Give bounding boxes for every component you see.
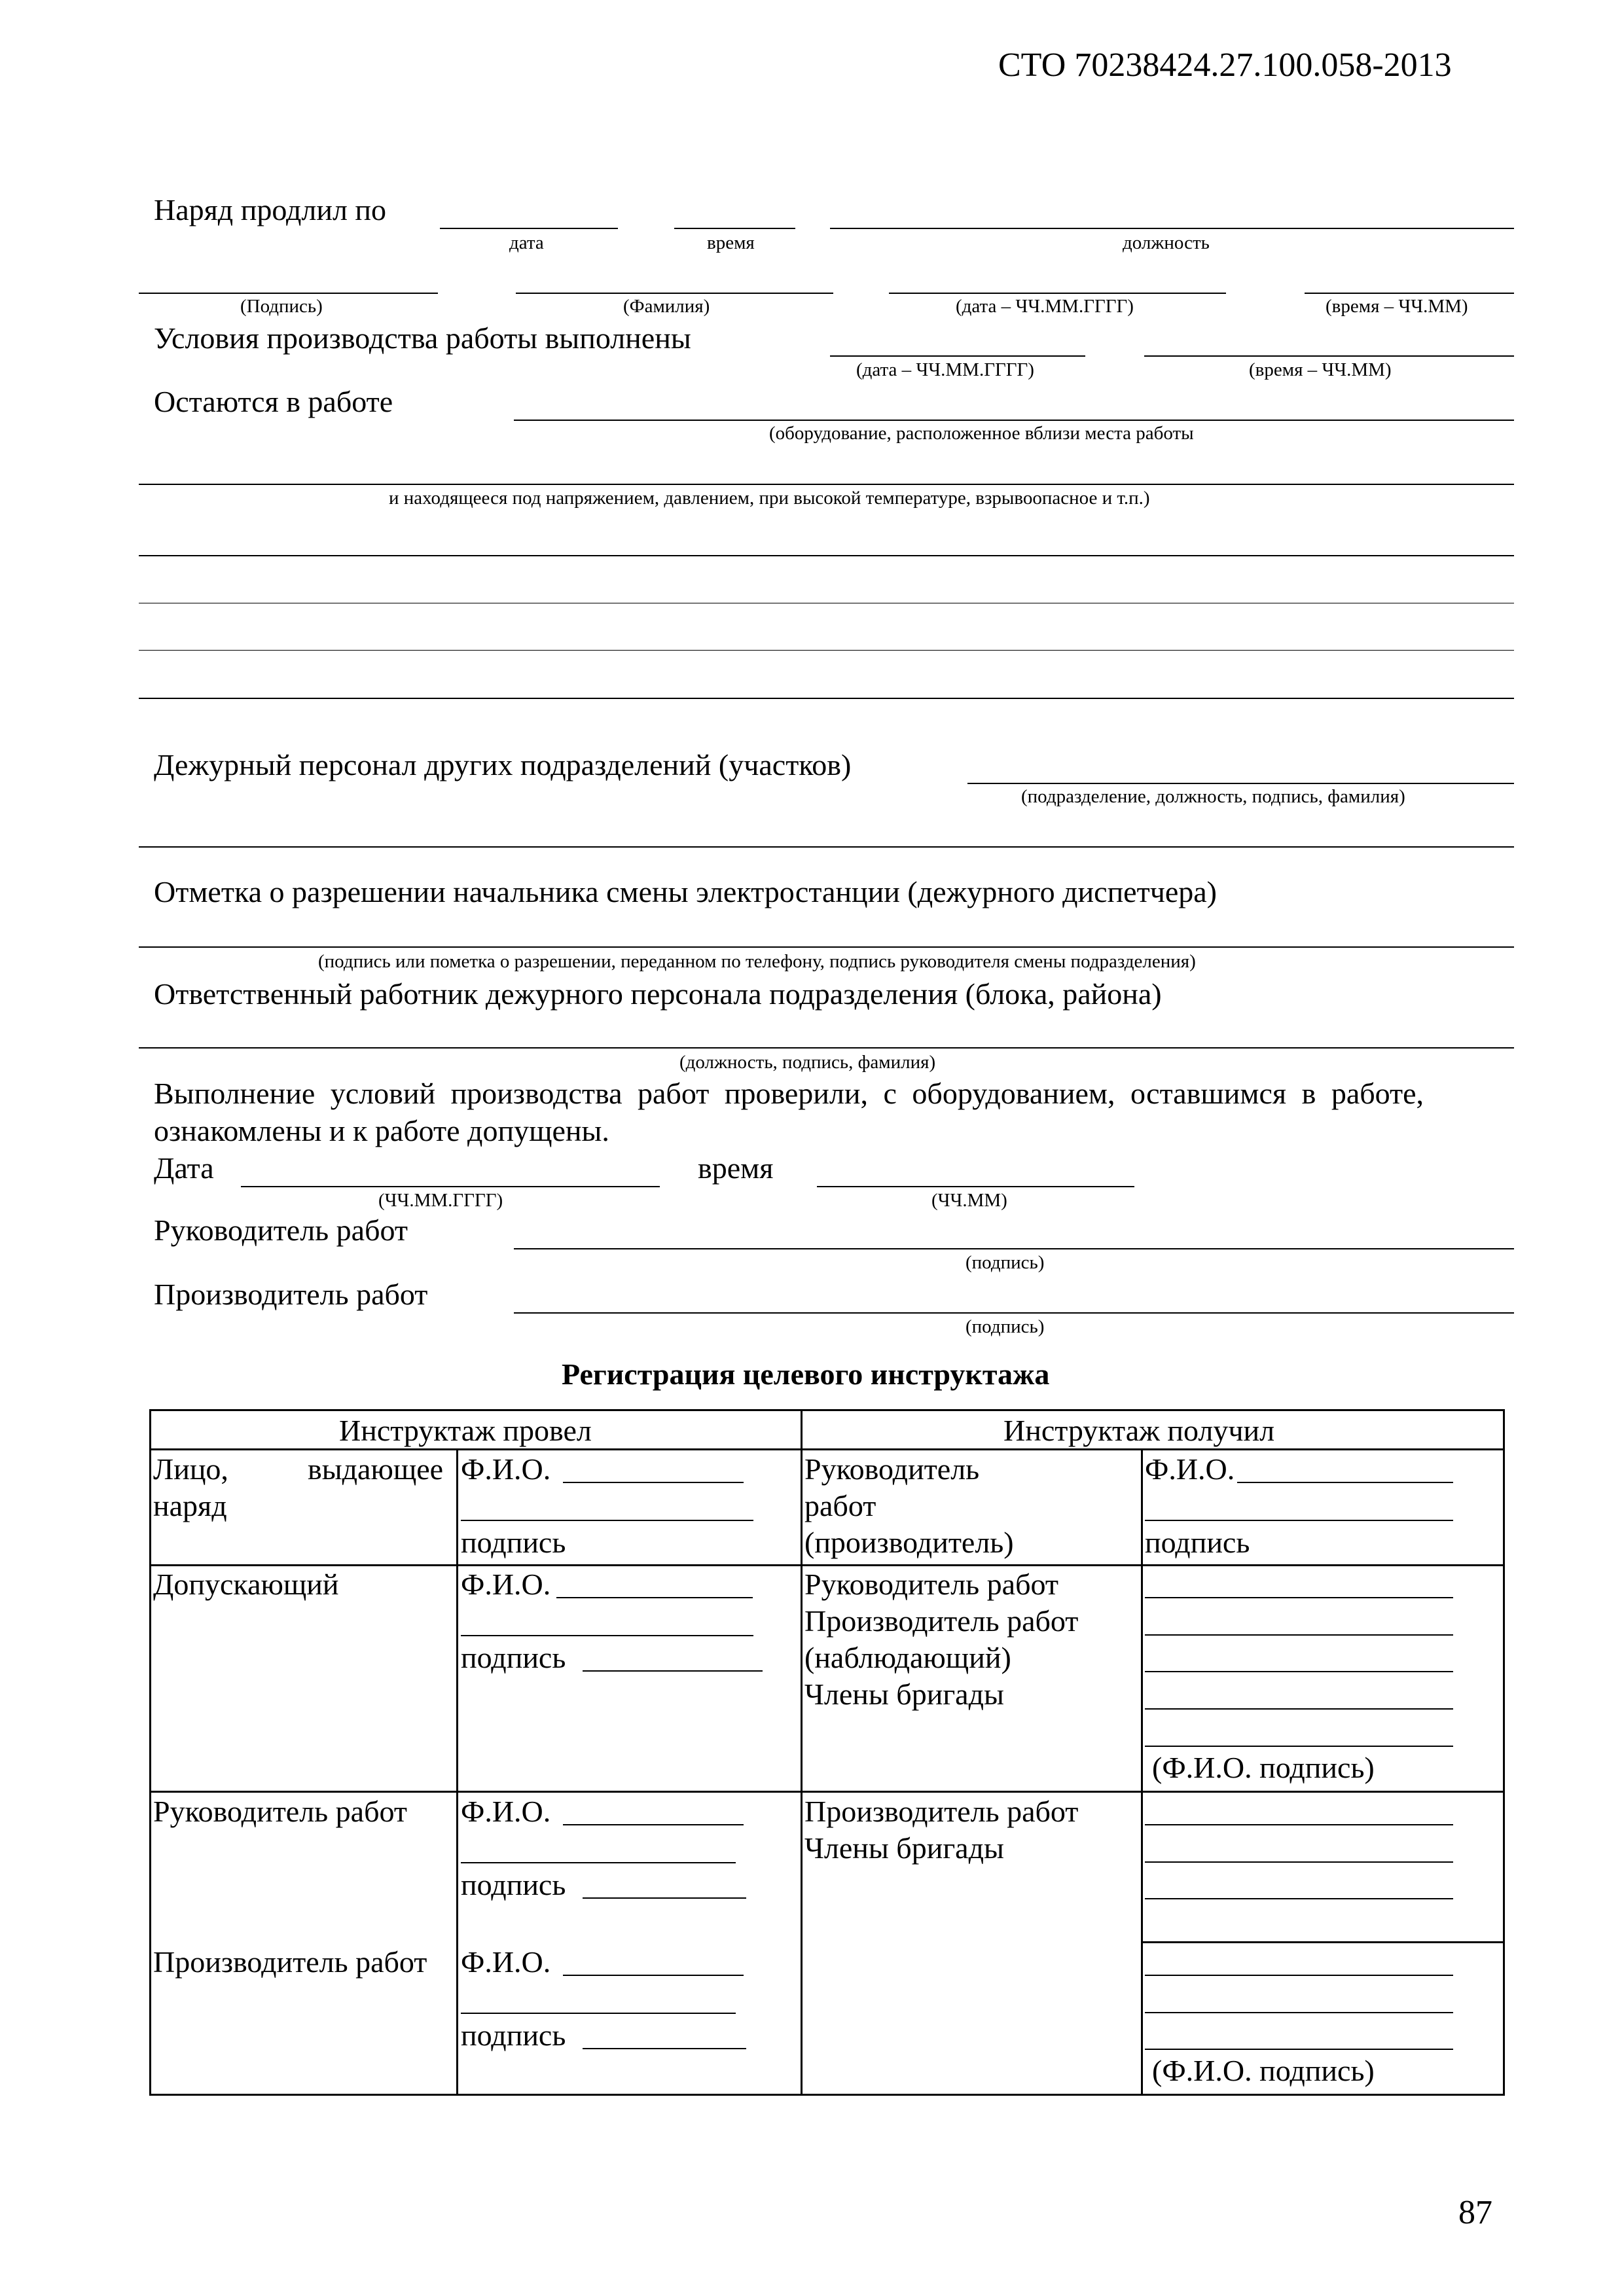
- responsible-field[interactable]: [139, 1047, 1514, 1049]
- duty-staff-label: Дежурный персонал других подразделений (участков): [154, 748, 852, 781]
- row2-recv-d: Члены бригады: [804, 1677, 1004, 1711]
- verification-date-label: Дата: [154, 1151, 214, 1185]
- remaining-hint-1: (оборудование, расположенное вблизи места работы: [769, 423, 1194, 444]
- verification-text-2: ознакомлены и к работе допущены.: [154, 1114, 609, 1147]
- verification-text-1: Выполнение условий производства работ проверили, с оборудованием, оставшимся в работе,: [154, 1077, 1424, 1110]
- duty-staff-field-2[interactable]: [139, 846, 1514, 848]
- extension-surname-field[interactable]: [516, 293, 833, 294]
- extension-sign-field[interactable]: [139, 293, 438, 294]
- producer-sign-field[interactable]: [514, 1312, 1514, 1314]
- leader-label: Руководитель работ: [154, 1213, 408, 1247]
- row1-recv-b: работ: [804, 1489, 876, 1522]
- row1-role-a: Лицо,: [153, 1452, 228, 1486]
- table-border-col1: [456, 1448, 458, 2096]
- conditions-label: Условия производства работы выполнены: [154, 321, 691, 355]
- row1-fio-label: Ф.И.О.: [461, 1452, 551, 1486]
- row3-recv-field-4[interactable]: [1145, 1975, 1453, 1976]
- table-head-left: Инструктаж провел: [339, 1414, 592, 1447]
- row1-role-b: выдающее: [308, 1452, 444, 1486]
- extension-surname-hint: (Фамилия): [623, 296, 710, 317]
- row2-fio-label: Ф.И.О.: [461, 1568, 551, 1601]
- verification-date-field[interactable]: [241, 1186, 660, 1187]
- table-border-col3: [1141, 1448, 1143, 2096]
- extension-label: Наряд продлил по: [154, 193, 387, 226]
- row1-recv-c: (производитель): [804, 1526, 1014, 1559]
- row1-recv-sign-label: подпись: [1145, 1526, 1250, 1559]
- responsible-hint: (должность, подпись, фамилия): [679, 1052, 936, 1073]
- leader-sign-field[interactable]: [514, 1248, 1514, 1249]
- permission-field[interactable]: [139, 946, 1514, 948]
- verification-time-label: время: [698, 1151, 774, 1185]
- extension-timefmt-hint: (время – ЧЧ.ММ): [1326, 296, 1468, 317]
- row1-recv-a: Руководитель: [804, 1452, 980, 1486]
- row3-recv-field-3[interactable]: [1145, 1898, 1453, 1899]
- conditions-timefmt-hint: (время – ЧЧ.ММ): [1249, 359, 1392, 380]
- remaining-hint-2: и находящееся под напряжением, давлением, при высокой температуре, взрывоопасное и т.п.): [389, 488, 1150, 509]
- remaining-label: Остаются в работе: [154, 385, 393, 418]
- row2-role: Допускающий: [153, 1568, 339, 1601]
- table-border-row1: [149, 1564, 1504, 1566]
- row1-fio-field-2[interactable]: [461, 1520, 753, 1521]
- verification-time-field[interactable]: [817, 1186, 1134, 1187]
- row1-recv-fio-field-2[interactable]: [1145, 1520, 1453, 1521]
- row3-fio-sign-hint: (Ф.И.О. подпись): [1152, 2054, 1375, 2087]
- row3-fio-field-a2[interactable]: [461, 1862, 736, 1863]
- row3-fio-field-b[interactable]: [563, 1975, 744, 1976]
- row1-recv-fio-label: Ф.И.О.: [1145, 1452, 1235, 1486]
- page-number: 87: [1458, 2194, 1492, 2231]
- remaining-field-5[interactable]: [139, 650, 1514, 651]
- extension-date-hint: дата: [509, 232, 544, 253]
- row2-recv-field-3[interactable]: [1145, 1671, 1453, 1672]
- row2-fio-sign-hint: (Ф.И.О. подпись): [1152, 1751, 1375, 1784]
- conditions-datefmt-hint: (дата – ЧЧ.ММ.ГГГГ): [856, 359, 1034, 380]
- table-border-bottom: [149, 2094, 1504, 2096]
- row2-fio-field[interactable]: [556, 1597, 753, 1598]
- row1-recv-fio-field[interactable]: [1237, 1482, 1453, 1483]
- extension-sign-hint: (Подпись): [240, 296, 323, 317]
- row2-recv-field-1[interactable]: [1145, 1597, 1453, 1598]
- row3-fio-field-b2[interactable]: [461, 2013, 736, 2014]
- extension-datefmt-hint: (дата – ЧЧ.ММ.ГГГГ): [956, 296, 1134, 317]
- row3-fio-label-b: Ф.И.О.: [461, 1945, 551, 1979]
- table-head-right: Инструктаж получил: [1003, 1414, 1275, 1447]
- table-border-mid: [801, 1409, 803, 2096]
- row3-fio-label-a: Ф.И.О.: [461, 1795, 551, 1828]
- row1-sign-label: подпись: [461, 1526, 566, 1559]
- row2-recv-field-4[interactable]: [1145, 1708, 1453, 1710]
- row3-recv-field-1[interactable]: [1145, 1824, 1453, 1825]
- row3-sign-field-b[interactable]: [583, 2048, 746, 2049]
- row3-role-a: Руководитель работ: [153, 1795, 407, 1828]
- row2-recv-b: Производитель работ: [804, 1604, 1079, 1638]
- producer-label: Производитель работ: [154, 1278, 428, 1311]
- conditions-time-field[interactable]: [1144, 355, 1514, 357]
- row3-sign-label-a: подпись: [461, 1868, 566, 1901]
- remaining-field-2[interactable]: [139, 484, 1514, 485]
- row2-sign-field[interactable]: [583, 1670, 763, 1672]
- row2-recv-field-5[interactable]: [1145, 1746, 1453, 1747]
- row1-role-c: наряд: [153, 1489, 227, 1522]
- table-border-top: [149, 1409, 1504, 1411]
- row3-recv-field-2[interactable]: [1145, 1861, 1453, 1863]
- permission-hint: (подпись или пометка о разрешении, переданном по телефону, подпись руководителя смены подразделения): [318, 951, 1196, 972]
- row2-fio-field-2[interactable]: [461, 1635, 753, 1636]
- row3-recv-field-6[interactable]: [1145, 2049, 1453, 2050]
- row3-role-b: Производитель работ: [153, 1945, 427, 1979]
- extension-datefmt-field[interactable]: [889, 293, 1226, 294]
- permission-label: Отметка о разрешении начальника смены электростанции (дежурного диспетчера): [154, 875, 1217, 908]
- table-border-row2: [149, 1791, 1504, 1793]
- row2-sign-label: подпись: [461, 1641, 566, 1674]
- table-title: Регистрация целевого инструктажа: [562, 1357, 1050, 1391]
- document-code: СТО 70238424.27.100.058-2013: [998, 46, 1452, 84]
- row2-recv-c: (наблюдающий): [804, 1641, 1011, 1674]
- row1-fio-field[interactable]: [563, 1482, 744, 1483]
- duty-staff-field[interactable]: [967, 783, 1514, 784]
- table-border-left: [149, 1409, 151, 2096]
- row3-sign-label-b: подпись: [461, 2018, 566, 2052]
- table-border-right-split: [1141, 1941, 1504, 1943]
- row3-recv-a: Производитель работ: [804, 1795, 1079, 1828]
- remaining-field-6[interactable]: [139, 698, 1514, 699]
- duty-staff-hint: (подразделение, должность, подпись, фамилия): [1021, 786, 1405, 807]
- row2-recv-field-2[interactable]: [1145, 1634, 1453, 1636]
- row2-recv-a: Руководитель работ: [804, 1568, 1058, 1601]
- responsible-label: Ответственный работник дежурного персонала подразделения (блока, района): [154, 977, 1162, 1011]
- table-border-head: [149, 1448, 1504, 1450]
- table-border-right: [1503, 1409, 1505, 2096]
- extension-position-field[interactable]: [830, 228, 1514, 229]
- row3-recv-b: Члены бригады: [804, 1831, 1004, 1865]
- remaining-field-1[interactable]: [514, 420, 1514, 421]
- extension-position-hint: должность: [1123, 232, 1210, 253]
- extension-date-field[interactable]: [440, 228, 618, 229]
- remaining-field-3[interactable]: [139, 555, 1514, 556]
- verification-time-hint: (ЧЧ.ММ): [931, 1190, 1007, 1211]
- conditions-date-field[interactable]: [830, 355, 1085, 357]
- verification-date-hint: (ЧЧ.ММ.ГГГГ): [378, 1190, 503, 1211]
- row3-fio-field-a[interactable]: [563, 1824, 744, 1825]
- row3-recv-field-5[interactable]: [1145, 2012, 1453, 2013]
- extension-timefmt-field[interactable]: [1305, 293, 1514, 294]
- extension-time-hint: время: [707, 232, 755, 253]
- row3-sign-field-a[interactable]: [583, 1897, 746, 1899]
- leader-sign-hint: (подпись): [965, 1252, 1045, 1273]
- extension-time-field[interactable]: [674, 228, 795, 229]
- producer-sign-hint: (подпись): [965, 1316, 1045, 1337]
